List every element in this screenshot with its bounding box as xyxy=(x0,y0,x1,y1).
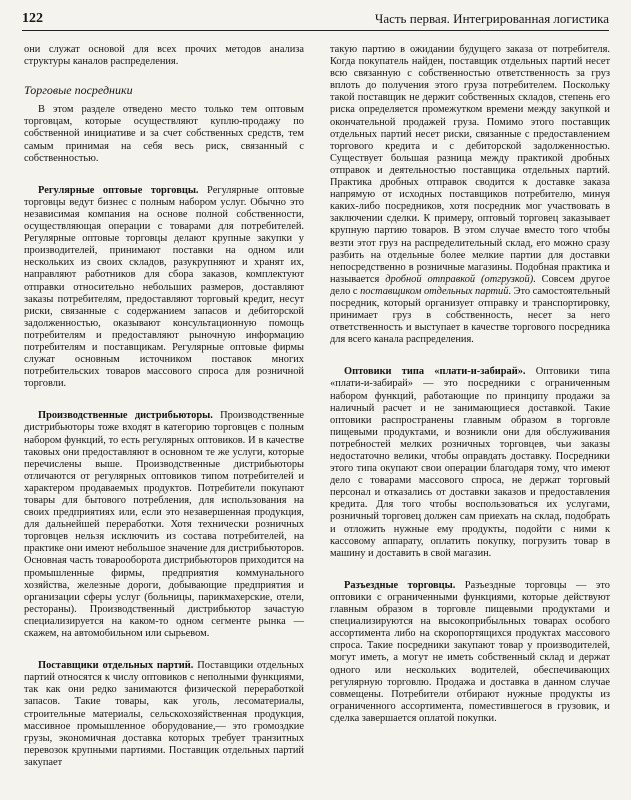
right-column xyxy=(330,44,610,725)
continuation-emphasis-2: поставщиком отдельных партий xyxy=(360,285,509,297)
industrial-distributors-paragraph xyxy=(24,410,304,640)
regular-wholesalers-paragraph xyxy=(24,185,304,391)
industrial-distributors-term: Производственные дистрибьюторы. xyxy=(38,410,213,422)
continuation-emphasis-1: дробной отправкой (отгрузкой) xyxy=(385,273,534,285)
drop-shippers-continuation xyxy=(330,44,610,346)
intro-continuation: они служат основой для всех прочих методов анализа структуры каналов распределения. xyxy=(24,44,304,68)
drop-shippers-paragraph xyxy=(24,660,304,769)
truck-wholesalers-term: Разъездные торговцы. xyxy=(344,579,456,591)
regular-wholesalers-text: Регулярные оптовые торговцы ведут бизнес с полным набором услуг. Обычно это независимая компания на основе полной собственности, осуществляющая операции с товарами для потребителей. Регулярные оптовые торговцы делают крупные закупки у производителей, принимают поставки на одном или нескольких из своих складов, разукрупняют и хранят их, направляют работников для сбора заказов, комплектуют отправки относительно небольших размеров, доставляют заказы потребителям, предоставляют торговый кредит, несут риски, связанные с содержанием запасов и дебиторской задолженностью, оказывают консультационную помощь потребителям и предоставляют рыночную информацию потребителям и поставщикам. Регулярные оптовые фирмы служат основным источником поставок многих потребительских товаров массового спроса для розничной торговли. xyxy=(24,184,304,390)
drop-shippers-term: Поставщики отдельных партий. xyxy=(38,660,194,672)
continuation-text-3: . Это самостоятельный посредник, который организует отправку и транспортировку, принимает груз в собственность, несет за него ответственность и выступает в качестве торгового посредника для всего канала распределения. xyxy=(330,285,611,346)
drop-shippers-text: Поставщики отдельных партий относятся к числу оптовиков с неполными функциями, так как они редко занимаются физической переработкой запасов. Такие товары, как уголь, лесоматериалы, строительные материалы, сельскохозяйственная продукция, массивное промышленное оборудование,— это громоздкие грузы, экономичная доставка которых требует транзитных перевозок крупными партиями. Поставщик отдельных партий закупает xyxy=(24,660,304,768)
regular-wholesalers-term: Регулярные оптовые торговцы. xyxy=(38,184,199,196)
running-title: Часть первая. Интегрированная логистика xyxy=(374,11,609,26)
industrial-distributors-text: Производственные дистрибьюторы тоже входят в категорию торговцев с полным набором функций, то есть регулярных оптовиков. И в качестве таковых они предоставляют в основном те же услуги, которые перечислены выше. Производственные дистрибьюторы отличаются от регулярных оптовиков типом потребителей и характером продаваемых продуктов. Потребители покупают товары для бытового потребления, для использования на своих предприятиях или, если это незавершенная продукция, для дальнейшей переработки. Хотя технически розничных торговцев нельзя исключить из состава потребителей, на практике они имеют небольшое значение для дистрибьюторов. Основная часть товарооборота дистрибьюторов приходится на промышленные фирмы, предприятия коммунального хозяйства, железные дороги, добывающие предприятия и организации сферы услуг (больницы, парикмахерские, отели, рестораны). Производственный дистрибьютор зачастую специализируется на каком-то одном сегменте рынка — скажем, на автомобильном или сырьевом. xyxy=(24,410,304,640)
continuation-text-2: . Совсем другое дело с xyxy=(330,273,610,297)
truck-wholesalers-paragraph xyxy=(330,580,610,725)
cash-and-carry-text: Оптовики типа «плати-и-забирай» — это посредники с ограниченным набором функций, работающие по принципу продажи за наличный расчет и не занимающиеся доставкой. Такие оптовики распространены главным образом в торговле пищевыми продуктами, и возникли они для обслуживания потребностей мелких розничных торговцев, чьи заказы недостаточно велики, чтобы оправдать доставку. Посредники этого типа окупают свои операции благодаря тому, что имеют дело с товарами массового спроса, не держат торговый персонал и отказались от доставки заказов и предоставления кредита. Для того чтобы воспользоваться их услугами, розничный торговец должен сам приехать на склад, подобрать и отложить нужные ему продукты, подойти с ними к кассовому аппарату, оплатить покупку, погрузить товар в машину и доставить в свой магазин. xyxy=(330,366,610,559)
left-column xyxy=(24,44,304,769)
section-heading: Торговые посредники xyxy=(24,83,133,98)
continuation-text-1: такую партию в ожидании будущего заказа от потребителя. Когда покупатель найден, поставщик отдельных партий несет всю связанную с собственностью ответственность за груз вплоть до получения этого груза потребителем. Поскольку такой поставщик не держит собственных складов, степень его риска определяется промежутком времени между закупкой и окончательной продажей груза. Помимо этого поставщик отдельных партий несет риски, связанные с предоставлением торгового кредита и с дебиторской задолженностью. Существует большая разница между практикой дробных отправок и деятельностью поставщика отдельных партий. Практика дробных отправок сводится к доставке заказа напрямую от исходных поставщиков потребителю, минуя каких-либо посредников, хотя посредник мог участвовать в заключении сделки. К примеру, оптовый торговец заказывает крупную партию товаров. В этом случае вместо того чтобы везти этот груз на распределительный склад, его можно сразу разбить на отдельные более мелкие партии для доставки непосредственно в розничные магазины. Подобная практика и называется xyxy=(330,44,610,285)
page-number: 122 xyxy=(22,11,43,26)
cash-and-carry-paragraph xyxy=(330,366,610,560)
truck-wholesalers-text: Разъездные торговцы — это оптовики с ограниченными функциями, которые действуют главным образом в торговле пищевыми продуктами и специализируются на высокоприбыльных товарах особого ассортимента либо на скоропортящихся продуктах массового спроса. Такие посредники закупают товар у производителей, могут иметь, а могут не иметь собственный склад и держат одного или нескольких водителей, обеспечивающих регулярную торговлю. Продажа и доставка в данном случае совмещены. Потребители отбирают нужные продукты из ограниченного ассортимента, поместившегося в грузовик, и сделка завершается оплатой покупки. xyxy=(330,579,610,724)
section-intro-paragraph: В этом разделе отведено место только тем оптовым торговцам, которые осуществляют куплю-продажу по собственной инициативе и за счет собственных средств, тем самым принимая на себя весь риск, связанный с собственностью. xyxy=(24,104,304,164)
cash-and-carry-term: Оптовики типа «плати-и-забирай». xyxy=(344,366,526,378)
running-header xyxy=(22,8,609,31)
